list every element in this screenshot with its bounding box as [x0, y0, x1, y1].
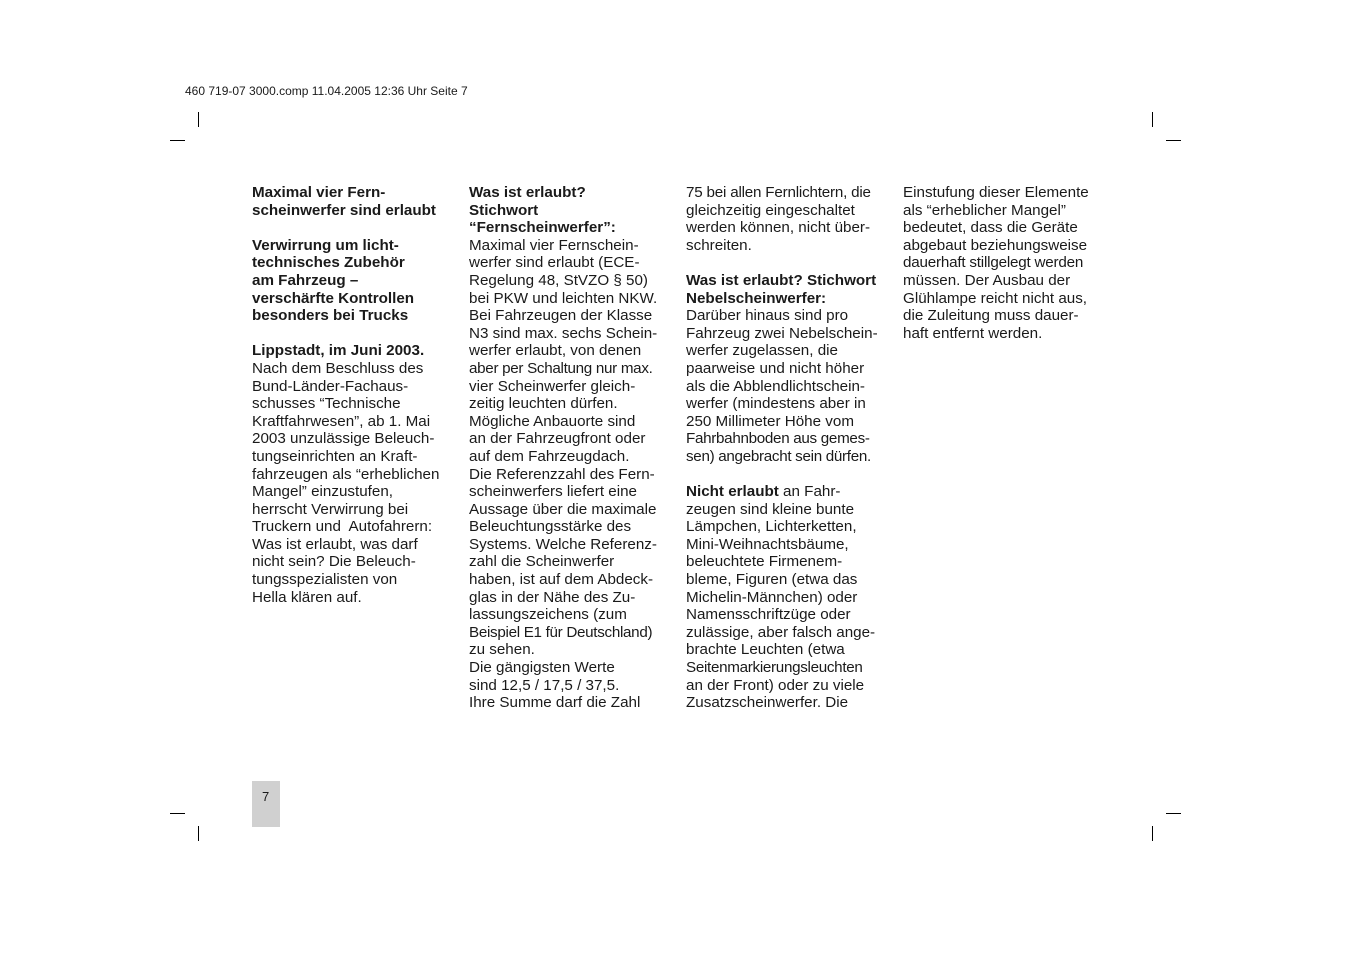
text-line: auf dem Fahrzeugdach. — [469, 447, 630, 465]
text-line: Maximal vier Fernschein- — [469, 236, 639, 254]
text-line: gleichzeitig eingeschaltet — [686, 201, 855, 219]
heading-line: “Fernscheinwerfer”: — [469, 219, 616, 237]
subheadline-line: besonders bei Trucks — [252, 307, 409, 325]
text-line: fahrzeugen als “erheblichen — [252, 465, 440, 483]
text-line: Mögliche Anbauorte sind — [469, 412, 636, 430]
dateline: Lippstadt, im Juni 2003. — [252, 342, 425, 360]
text-line: werden können, nicht über- — [686, 219, 871, 237]
text-line: zeugen sind kleine bunte — [686, 500, 855, 518]
subheadline-line: am Fahrzeug – — [252, 271, 359, 289]
page-number-tab — [252, 781, 280, 827]
section-heading — [686, 272, 886, 307]
text-line: bedeutet, dass die Geräte — [903, 219, 1078, 237]
text-line: scheinwerfers liefert eine — [469, 483, 637, 501]
text-line: Glühlampe reicht nicht aus, — [903, 289, 1088, 307]
closing-paragraph — [903, 184, 1103, 342]
text-line: tungsspezialisten von — [252, 571, 398, 589]
text-line: als “erheblicher Mangel” — [903, 201, 1066, 219]
crop-mark — [170, 140, 185, 141]
text-line: werfer (mindestens aber in — [686, 395, 866, 413]
crop-mark — [1152, 826, 1153, 841]
lead-rest: an Fahr- — [778, 483, 841, 501]
text-line: dauerhaft stillgelegt werden — [903, 254, 1084, 272]
column-3 — [686, 184, 886, 712]
text-line: Einstufung dieser Elemente — [903, 184, 1089, 201]
section-heading — [469, 184, 669, 237]
heading-line: Nebelscheinwerfer: — [686, 289, 827, 307]
subheadline-line: verschärfte Kontrollen — [252, 289, 415, 307]
text-line: schusses “Technische — [252, 395, 401, 413]
text-line: paarweise und nicht höher — [686, 359, 865, 377]
text-line: Bei Fahrzeugen der Klasse — [469, 307, 653, 325]
text-line: brachte Leuchten (etwa — [686, 641, 845, 659]
text-line: Systems. Welche Referenz- — [469, 535, 657, 553]
text-line: Darüber hinaus sind pro — [686, 307, 849, 325]
text-line: sind 12,5 / 17,5 / 37,5. — [469, 676, 620, 694]
column-1 — [252, 184, 452, 606]
crop-mark — [170, 813, 185, 814]
text-line: zahl die Scheinwerfer — [469, 553, 615, 571]
text-line: Seitenmarkierungsleuchten — [686, 659, 863, 677]
section-body — [686, 307, 886, 465]
heading-line: Stichwort — [469, 201, 539, 219]
text-line: werfer zugelassen, die — [686, 342, 838, 360]
text-line: haben, ist auf dem Abdeck- — [469, 571, 654, 589]
text-line: bleme, Figuren (etwa das — [686, 571, 858, 589]
crop-mark — [1166, 140, 1181, 141]
print-slug: 460 719-07 3000.comp 11.04.2005 12:36 Uhr Seite 7 — [185, 84, 468, 98]
text-line: sen) angebracht sein dürfen. — [686, 447, 871, 465]
text-line — [686, 483, 886, 501]
intro-paragraph — [252, 360, 452, 606]
not-allowed-paragraph — [686, 483, 886, 712]
page-number: 7 — [262, 789, 270, 804]
continued-paragraph — [686, 184, 886, 254]
text-line: Hella klären auf. — [252, 588, 362, 606]
crop-mark — [1152, 112, 1153, 127]
text-line: zulässige, aber falsch ange- — [686, 623, 876, 641]
text-line: beleuchtete Firmenem- — [686, 553, 843, 571]
headline-line: scheinwerfer sind erlaubt — [252, 201, 436, 219]
subheadline — [252, 237, 452, 325]
text-line: Die gängigsten Werte — [469, 659, 615, 677]
text-line: Mangel” einzustufen, — [252, 483, 393, 501]
text-line: Fahrzeug zwei Nebelschein- — [686, 324, 878, 342]
text-line: Beispiel E1 für Deutschland) — [469, 623, 653, 641]
text-line: 75 bei allen Fernlichtern, die — [686, 184, 871, 201]
text-line: tungseinrichten an Kraft- — [252, 447, 418, 465]
heading-line: Was ist erlaubt? — [469, 184, 586, 201]
text-line: Kraftfahrwesen”, ab 1. Mai — [252, 412, 431, 430]
text-line: Nach dem Beschluss des — [252, 359, 424, 377]
text-line: aber per Schaltung nur max. — [469, 359, 653, 377]
text-line: Was ist erlaubt, was darf — [252, 535, 418, 553]
text-line: Truckern und Autofahrern: — [252, 518, 433, 536]
text-line: als die Abblendlichtschein- — [686, 377, 865, 395]
text-line: nicht sein? Die Beleuch- — [252, 553, 416, 571]
text-line: haft entfernt werden. — [903, 324, 1043, 342]
text-line: Beleuchtungsstärke des — [469, 518, 632, 536]
text-line: zeitig leuchten dürfen. — [469, 395, 618, 413]
text-line: 2003 unzulässige Beleuch- — [252, 430, 435, 448]
text-line: Mini-Weihnachtsbäume, — [686, 535, 849, 553]
text-line: herrscht Verwirrung bei — [252, 500, 409, 518]
text-line: Ihre Summe darf die Zahl — [469, 694, 641, 712]
text-line: an der Front) oder zu viele — [686, 676, 865, 694]
subheadline-line: technisches Zubehör — [252, 254, 405, 272]
column-4 — [903, 184, 1103, 342]
text-line: vier Scheinwerfer gleich- — [469, 377, 636, 395]
crop-mark — [198, 112, 199, 127]
text-line: abgebaut beziehungsweise — [903, 236, 1088, 254]
text-line: Aussage über die maximale — [469, 500, 657, 518]
text-line: Lämpchen, Lichterketten, — [686, 518, 857, 536]
subheadline-line: Verwirrung um licht- — [252, 236, 399, 254]
column-2 — [469, 184, 669, 712]
text-line: 250 Millimeter Höhe vom — [686, 412, 854, 430]
text-line: lassungszeichens (zum — [469, 606, 627, 624]
text-line: werfer sind erlaubt (ECE- — [469, 254, 640, 272]
text-line: werfer erlaubt, von denen — [469, 342, 642, 360]
text-line: Regelung 48, StVZO § 50) — [469, 271, 648, 289]
crop-mark — [1166, 813, 1181, 814]
text-line: die Zuleitung muss dauer- — [903, 307, 1079, 325]
crop-mark — [198, 826, 199, 841]
text-line: bei PKW und leichten NKW. — [469, 289, 658, 307]
text-line: schreiten. — [686, 236, 752, 254]
text-line: Die Referenzzahl des Fern- — [469, 465, 655, 483]
text-line: Michelin-Männchen) oder — [686, 588, 858, 606]
text-line: an der Fahrzeugfront oder — [469, 430, 646, 448]
text-line: Namensschriftzüge oder — [686, 606, 851, 624]
text-line: N3 sind max. sechs Schein- — [469, 324, 658, 342]
text-line: Fahrbahnboden aus gemes- — [686, 430, 870, 448]
headline-line: Maximal vier Fern- — [252, 184, 386, 201]
text-line: müssen. Der Ausbau der — [903, 271, 1071, 289]
lead-bold: Nicht erlaubt — [686, 483, 779, 501]
headline — [252, 184, 452, 219]
text-line: Zusatzscheinwerfer. Die — [686, 694, 849, 712]
text-line: glas in der Nähe des Zu- — [469, 588, 636, 606]
section-body — [469, 237, 669, 712]
text-line: zu sehen. — [469, 641, 535, 659]
text-line: Bund-Länder-Fachaus- — [252, 377, 409, 395]
heading-line: Was ist erlaubt? Stichwort — [686, 271, 877, 289]
